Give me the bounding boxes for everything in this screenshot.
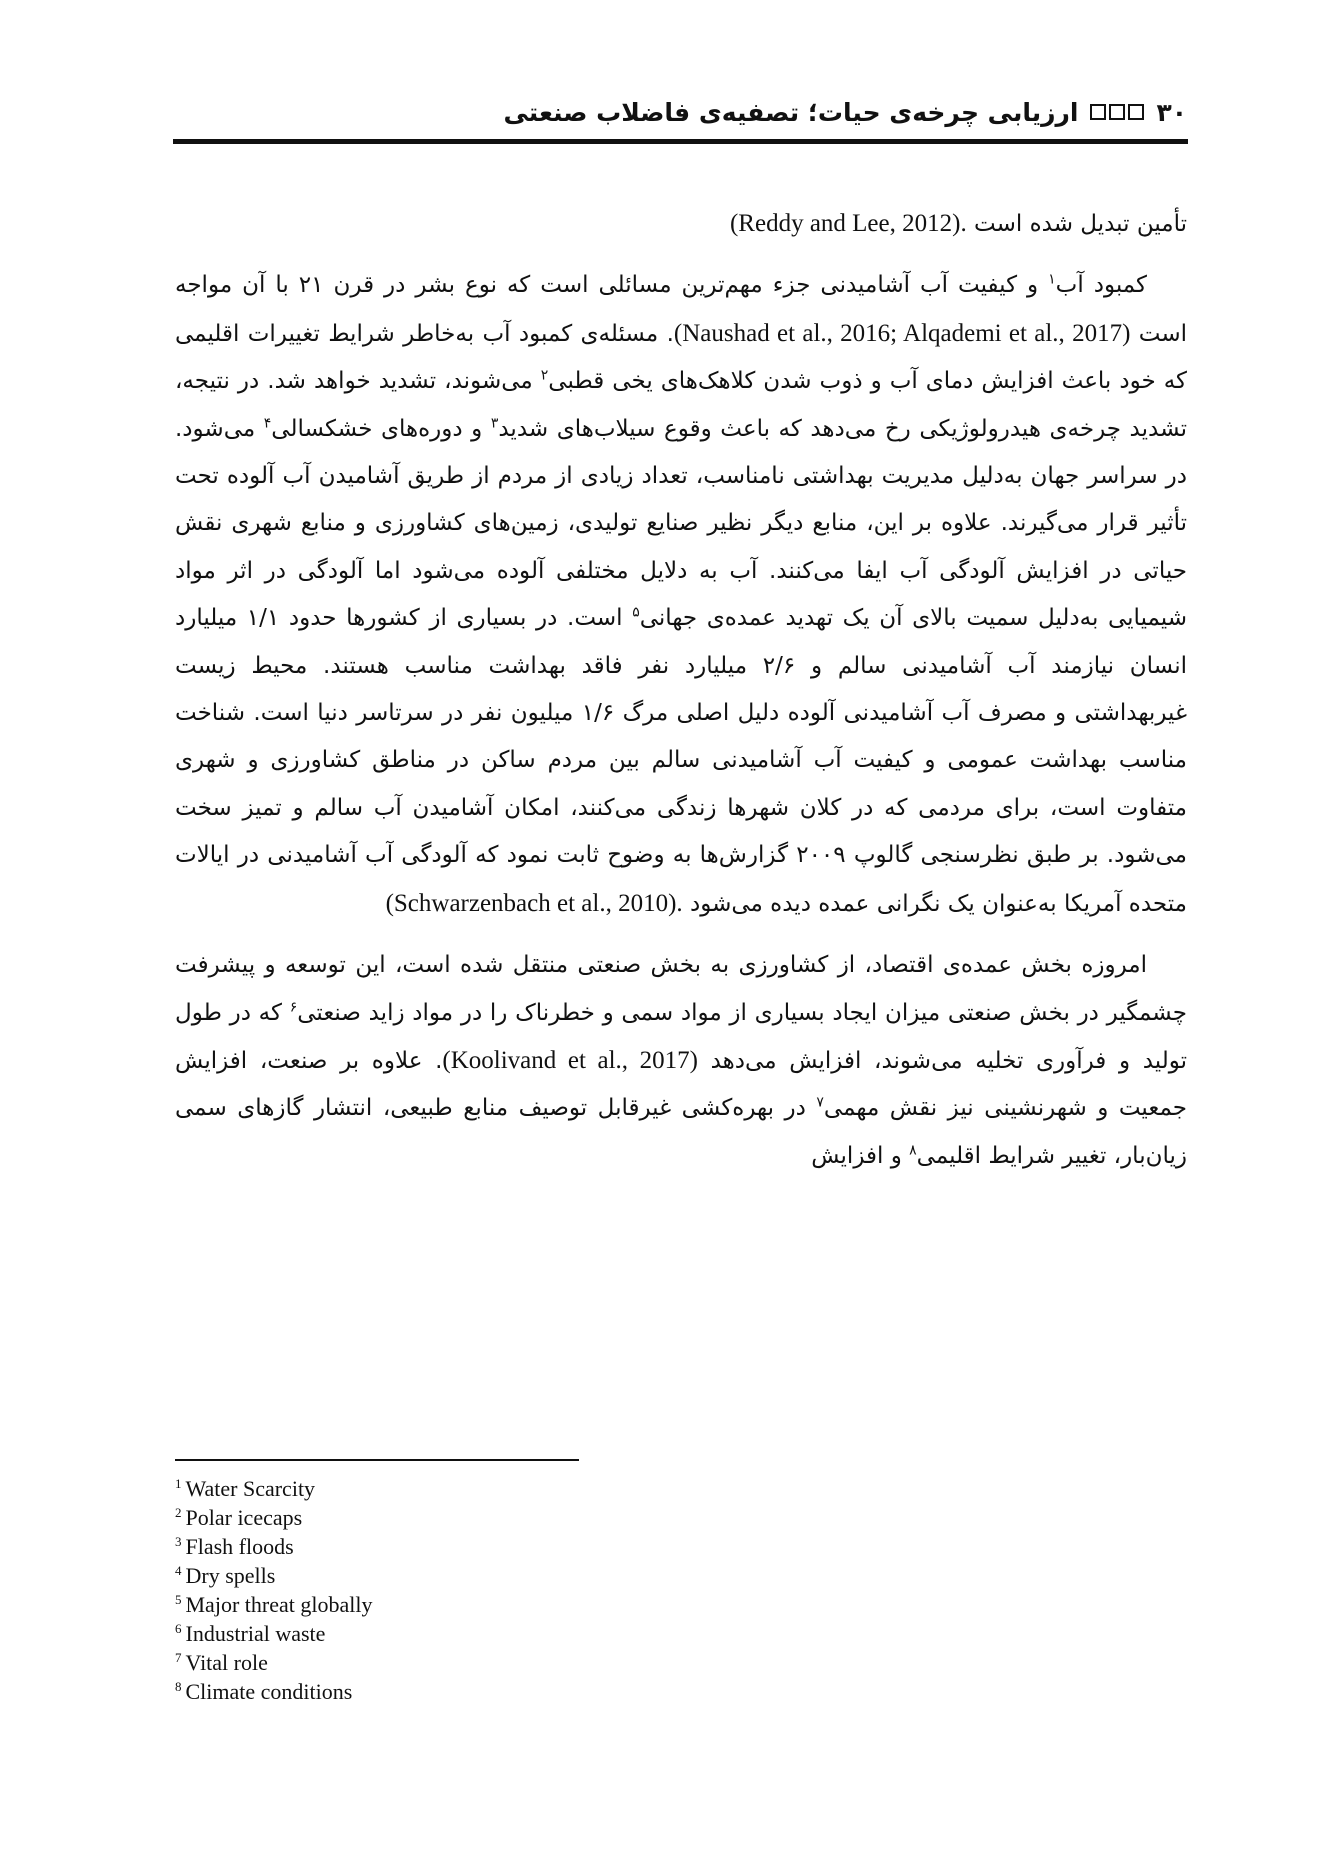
- footnote-number: 8: [175, 1678, 182, 1694]
- footnote-ref: ۶: [289, 998, 298, 1015]
- footnote-item: [175, 1532, 372, 1561]
- footnote-number: 3: [175, 1533, 182, 1549]
- ornament-square-icon: [1128, 104, 1144, 120]
- footnote-text: Flash floods: [185, 1534, 294, 1559]
- ornament-square-icon: [1090, 104, 1106, 120]
- paragraph-text: که در طول تولید و فرآوری تخلیه می‌شوند، افزایش می‌دهد: [175, 999, 1188, 1074]
- footnote-text: Vital role: [185, 1650, 268, 1675]
- footnote-number: 1: [175, 1475, 182, 1491]
- paragraph-text: تأمین تبدیل شده است: [966, 211, 1187, 237]
- paragraph-text: . علاوه بر صنعت، افزایش جمعیت و شهرنشینی نیز نقش مهمی: [175, 1047, 1187, 1122]
- footnote-number: 2: [175, 1504, 182, 1520]
- body-text: [175, 200, 1187, 1180]
- footnote-item: [175, 1503, 372, 1532]
- header-divider: [173, 139, 1188, 144]
- footnote-text: Major threat globally: [185, 1592, 373, 1617]
- footnote-text: Climate conditions: [185, 1679, 353, 1704]
- paragraph-text: و دوره‌های خشکسالی: [271, 415, 491, 442]
- running-header: [175, 92, 1187, 132]
- paragraph-text: می‌شود. در سراسر جهان به‌دلیل مدیریت بهداشتی نامناسب، تعداد زیادی از مردم از طریق آشامیدن آب آلوده تحت تأثیر قرار می‌گیرند. علاوه بر این، منابع دیگر نظیر صنایع تولیدی، زمین‌های کشاورزی و منابع شهری نقش حیاتی در افزایش آلودگی آب ایفا می‌کنند. آب به دلایل مختلفی آلوده می‌شود اما آلودگی در اثر مواد شیمیایی به‌دلیل سمیت بالای آن یک تهدید عمده‌ی جهانی: [175, 415, 1188, 632]
- footnote-ref: ۱: [1048, 271, 1056, 288]
- paragraph-text: . مسئله‌ی کمبود آب به‌خاطر شرایط تغییرات اقلیمی که خود باعث افزایش دمای آب و ذوب شدن کلاهک‌های یخی قطبی: [175, 320, 1188, 395]
- footnote-item: [175, 1648, 372, 1677]
- footnote-text: Water Scarcity: [185, 1476, 316, 1501]
- footnote-ref: ۴: [263, 414, 272, 431]
- paragraph-text: و افزایش: [811, 1142, 910, 1169]
- footnote-ref: ۷: [816, 1094, 824, 1111]
- ornament-square-icon: [1109, 104, 1125, 120]
- footnote-item: [175, 1590, 372, 1619]
- footnote-item: [175, 1474, 372, 1503]
- paragraph-text: کمبود آب: [1055, 272, 1148, 299]
- footnote-ref: ۸: [909, 1142, 917, 1159]
- footnote-item: [175, 1677, 372, 1706]
- paragraph-text: می‌شوند، تشدید خواهد شد. در نتیجه، تشدید چرخه‌ی هیدرولوژیکی رخ می‌دهد که باعث وقوع سیلاب‌های شدید: [175, 368, 1187, 442]
- paragraph-text: و کیفیت آب آشامیدنی جزء مهم‌ترین مسائلی است که نوع بشر در قرن ۲۱ با آن مواجه است: [175, 272, 1188, 347]
- paragraph-1: [175, 200, 1187, 248]
- citation: (Koolivand et al., 2017): [442, 1046, 698, 1074]
- paragraph-text: امروزه بخش عمده‌ی اقتصاد، از کشاورزی به بخش صنعتی منتقل شده است، این توسعه و پیشرفت چشمگیر در بخش صنعتی میزان ایجاد بسیاری از مواد سمی و خطرناک را در مواد زاید صنعتی: [175, 952, 1188, 1026]
- paragraph-text: است. در بسیاری از کشورها حدود ۱/۱ میلیارد انسان نیازمند آب آشامیدنی سالم و ۲/۶ میلیارد نفر فاقد بهداشت مناسب هستند. محیط زیست غیربهداشتی و مصرف آب آشامیدنی آلوده دلیل اصلی مرگ ۱/۶ میلیون نفر در سرتاسر دنیا است. شناخت مناسب بهداشت عمومی و کیفیت آب آشامیدنی سالم بین مردم ساکن در مناطق کشاورزی و شهری متفاوت است، برای مردمی که در کلان شهرها زندگی می‌کنند، امکان آشامیدن آب سالم و تمیز سخت می‌شود. بر طبق نظرسنجی گالوپ ۲۰۰۹ گزارش‌ها به وضوح ثابت نمود که آلودگی آب آشامیدنی در ایالات متحده آمریکا به‌عنوان یک نگرانی عمده دیده می‌شود: [175, 605, 1187, 917]
- paragraph-2: [175, 262, 1187, 928]
- running-title: ارزیابی چرخه‌ی حیات؛ تصفیه‌ی فاضلاب صنعتی: [503, 97, 1079, 127]
- citation: (Naushad et al., 2016; Alqademi et al., 2017): [673, 319, 1131, 347]
- footnote-number: 7: [175, 1649, 182, 1665]
- footnote-number: 4: [175, 1562, 182, 1578]
- paragraph-text: در بهره‌کشی غیرقابل توصیف منابع طبیعی، انتشار گازهای سمی زیان‌بار، تغییر شرایط اقلیمی: [175, 1095, 1187, 1169]
- footnote-ref: ۳: [490, 414, 499, 431]
- header-ornament: [1090, 104, 1144, 120]
- footnote-text: Industrial waste: [185, 1621, 326, 1646]
- footnotes: [175, 1474, 372, 1706]
- citation: (Reddy and Lee, 2012).: [729, 210, 967, 237]
- citation: (Schwarzenbach et al., 2010).: [385, 889, 683, 917]
- footnote-item: [175, 1619, 372, 1648]
- footnote-separator: [175, 1459, 579, 1461]
- footnote-number: 6: [175, 1620, 182, 1636]
- footnote-text: Dry spells: [185, 1563, 276, 1588]
- footnote-ref: ۲: [540, 367, 549, 384]
- footnote-ref: ۵: [632, 604, 640, 621]
- page-number: ۳۰: [1156, 97, 1187, 127]
- footnote-text: Polar icecaps: [185, 1505, 303, 1530]
- footnote-item: [175, 1561, 372, 1590]
- paragraph-3: [175, 942, 1187, 1180]
- footnote-number: 5: [175, 1591, 182, 1607]
